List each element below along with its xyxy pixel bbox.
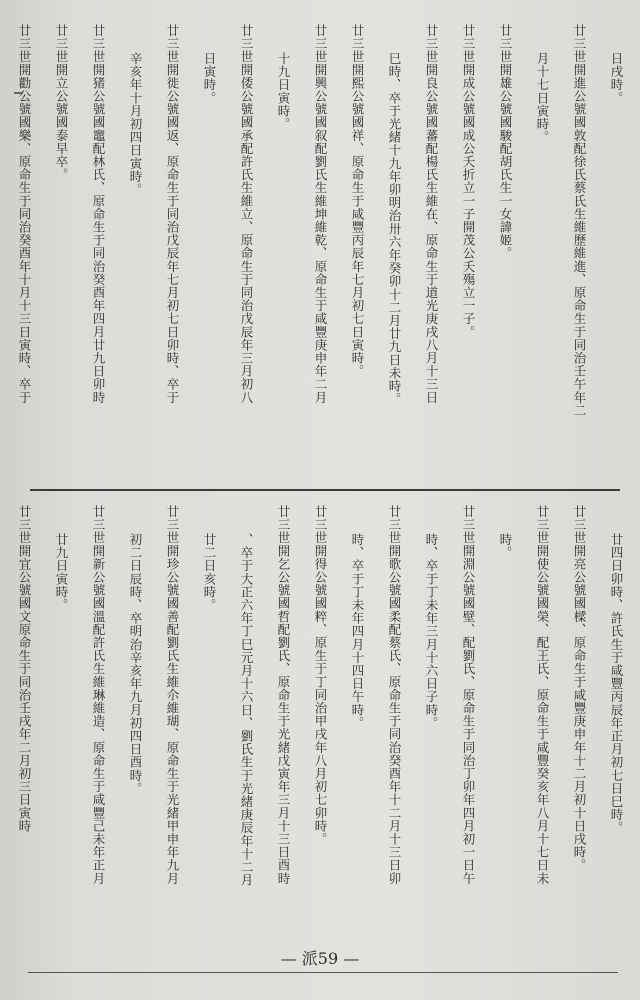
text-column: 廿三世開使公號國榮、配王氏、原命生于咸豐癸亥年八月十七日未: [535, 505, 550, 885]
text-column: 廿三世開乞公號國哲配劉氏、原命生于光緒戊寅年三月十三日酉時: [276, 505, 291, 885]
text-column: 廿三世開宜公號國文原命生于同治壬戌年二月初三日寅時: [17, 505, 32, 833]
text-column: 廿三世開得公號國粹、原生于丁同治甲戌年八月初七卯時。: [313, 505, 328, 846]
text-column: 日寅時。: [202, 52, 217, 105]
bottom-text-section: [17, 505, 625, 940]
text-column: 廿三世開亮公號國樑、原命生于咸豐庚申年十二月初十日戌時。: [572, 505, 587, 872]
page-edge-line: [28, 972, 618, 973]
text-column: 時、卒于丁未年三月十六日子時。: [424, 533, 439, 730]
text-column: 巳時、卒于光緒十九年卯明治卅六年癸卯十二月廿九日未時。: [387, 52, 402, 406]
text-column: 廿三世開成公號國成公夭折立一子開茂公夭殤立一子。: [461, 24, 476, 339]
text-column: 廿四日卯時、許氏生于咸豐丙辰年正月初七日巳時。: [609, 533, 624, 835]
text-column: 日戌時。: [609, 52, 624, 105]
text-column: 廿三世開進公號國敦配徐氏蔡氏生維歷維進、原命生于同治壬午年二: [572, 24, 587, 417]
text-column: 廿三世開猪公號國竈配林氏、原命生于同治癸酉年四月廿九日卯時: [91, 24, 106, 404]
text-column: 廿三世開新公號國溫配許氏生維琳維造、原命生于咸豐己未年正月: [91, 505, 106, 885]
text-column: 廿三世開勸公號國樂、原命生于同治癸酉年十月十三日寅時、卒于: [17, 24, 32, 404]
text-column: 廿九日寅時。: [54, 533, 69, 612]
text-column: 廿三世開良公號國蕃配楊氏生維在、原命生于道光庚戌八月十三日: [424, 24, 439, 404]
text-column: 廿三世開雄公號國駿配胡氏生一女諱姬。: [498, 24, 513, 260]
text-column: 、卒于大正六年丁巳元月十六日、劉氏生于光緒庚辰年十二月: [239, 533, 254, 887]
text-column: 初二日辰時、卒明治辛亥年九月初四日酉時。: [128, 533, 143, 795]
text-column: 辛亥年十月初四日寅時。: [128, 52, 143, 197]
text-column: 廿三世開徙公號國返、原命生于同治戊辰年七月初七日卯時、卒于: [165, 24, 180, 404]
text-column: 廿三世開歌公號國柔配蔡氏、原命生于同治癸酉年十二月十三日卯: [387, 505, 402, 885]
text-column: 時。: [498, 533, 513, 560]
text-column: 月十七日寅時。: [535, 52, 550, 144]
top-text-section: [17, 24, 625, 479]
section-divider: [30, 489, 620, 491]
text-column: 十九日寅時。: [276, 52, 291, 131]
text-column: 廿三世開淵公號國壁、配劉氏、原命生于同治丁卯年四月初一日午: [461, 505, 476, 885]
text-column: 廿三世開熙公號國祥、原命生于咸豐丙辰年七月初七日寅時。: [350, 24, 365, 378]
text-column: 廿三世開立公號國泰早卒。: [54, 24, 69, 182]
text-column: 廿三世開珍公號國善配劉氏生維尒維瑚、原命生于光緒甲申年九月: [165, 505, 180, 885]
page-number: — 派59 —: [280, 949, 360, 968]
text-column: 廿三世開倭公號國承配許氏生維立、原命生于同治戊辰年三月初八: [239, 24, 254, 404]
text-column: 廿三世開興公號國叙配劉氏生維坤維乾、原命生于咸豐庚申年二月: [313, 24, 328, 404]
text-column: 時、卒于丁未年四月十四日午時。: [350, 533, 365, 730]
text-column: 廿二日亥時。: [202, 533, 217, 612]
